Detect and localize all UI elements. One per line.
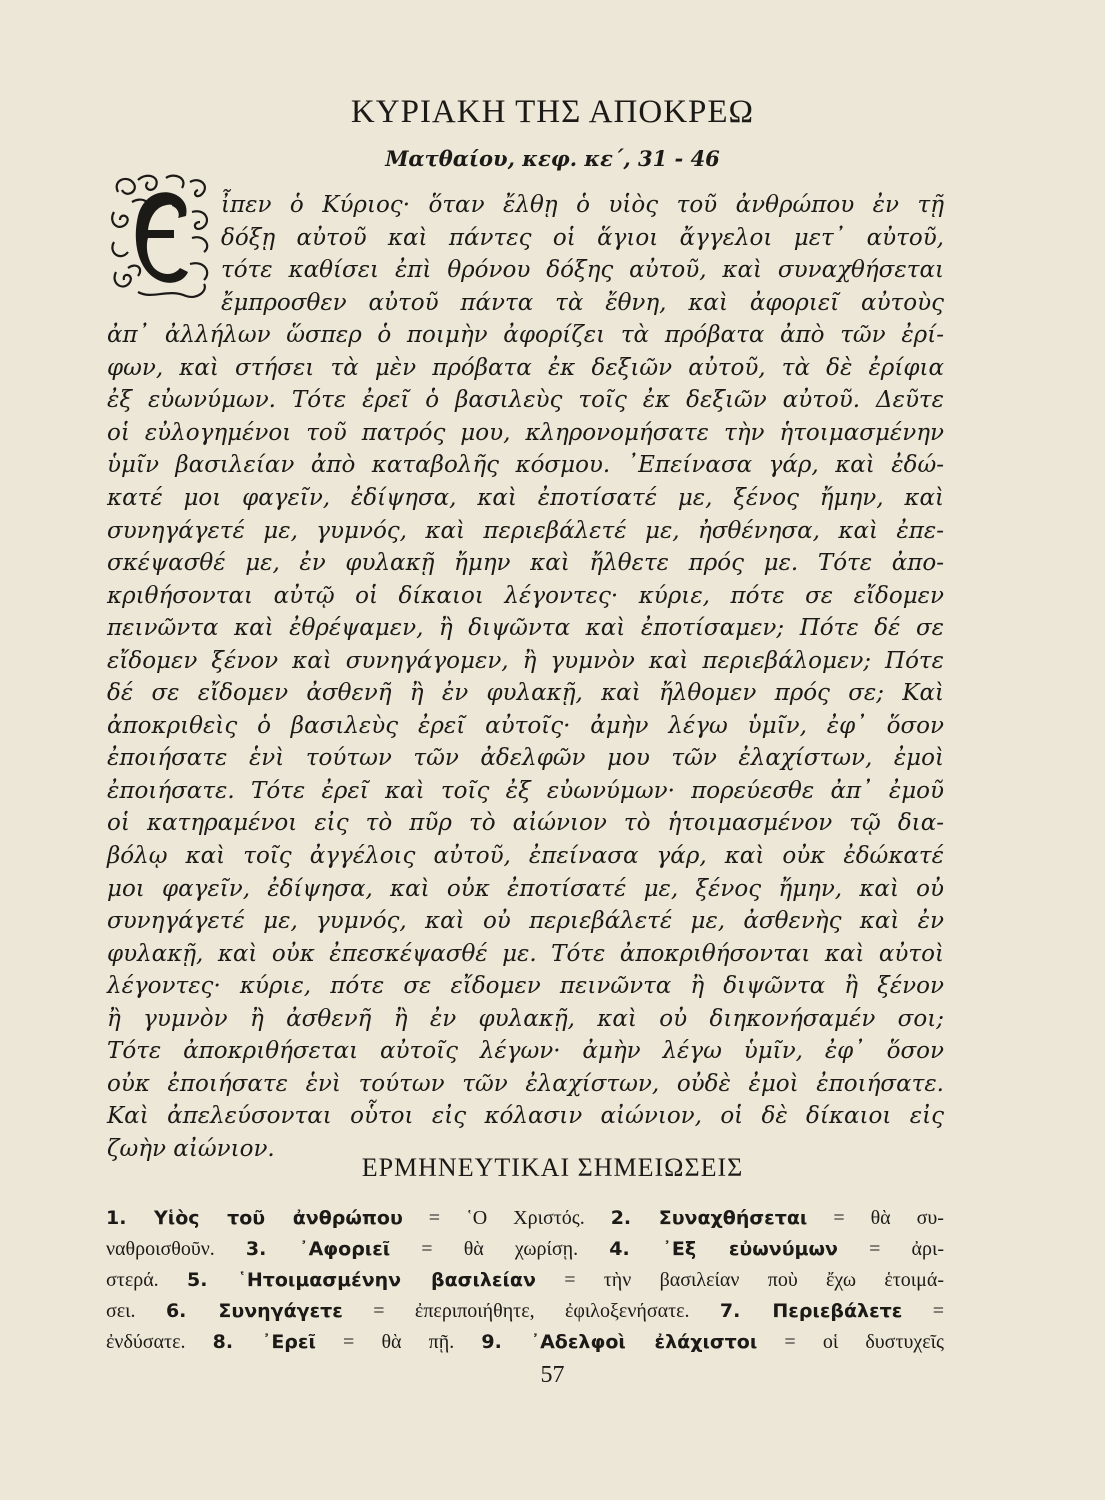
page-title: ΚΥΡΙΑΚΗ ΤΗΣ ΑΠΟΚΡΕΩ (350, 94, 755, 130)
note-definition: = θὰ πῇ. (315, 1331, 482, 1353)
text-line: δόξῃ αὐτοῦ καὶ πάντες οἱ ἅγιοι ἄγγελοι μετ᾽ αὐτοῦ, (221, 224, 944, 251)
text-line: ἔμπροσθεν αὐτοῦ πάντα τὰ ἔθνη, καὶ ἀφοριεῖ αὐτοὺς (221, 289, 944, 316)
note-term: 8. ᾽Ερεῖ (212, 1331, 316, 1353)
note-line (106, 1204, 944, 1232)
note-definition: = θὰ χωρίσῃ. (390, 1238, 610, 1260)
note-line (106, 1235, 944, 1263)
note-definition: = θὰ συ- (807, 1207, 944, 1229)
note-definition: = ἐπεριποιήθητε, ἐφιλοξενήσατε. (342, 1300, 720, 1322)
ornamental-drop-cap (108, 172, 216, 302)
text-line: ἀποκριθεὶς ὁ βασιλεὺς ἐρεῖ αὐτοῖς· ἀμὴν λέγω ὑμῖν, ἐφ᾽ ὅσον (107, 712, 944, 739)
text-line: ἐποιήσατε ἑνὶ τούτων τῶν ἀδελφῶν μου τῶν ἐλαχίστων, ἐμοὶ (107, 745, 944, 772)
text-line: δέ σε εἴδομεν ἀσθενῆ ἢ ἐν φυλακῇ, καὶ ἤλθομεν πρός σε; Καὶ (107, 680, 944, 707)
text-line: σκέψασθέ με, ἐν φυλακῇ ἤμην καὶ ἤλθετε πρός με. Τότε ἀπο- (107, 550, 944, 577)
notes-title: ΕΡΜΗΝΕΥΤΙΚΑΙ ΣΗΜΕΙΩΣΕΙΣ (361, 1153, 744, 1182)
text-line: ἐποιήσατε. Τότε ἐρεῖ καὶ τοῖς ἐξ εὐωνύμων· πορεύεσθε ἀπ᾽ ἐμοῦ (107, 777, 944, 804)
text-line: Τότε ἀποκριθήσεται αὐτοῖς λέγων· ἀμὴν λέγω ὑμῖν, ἐφ᾽ ὅσον (107, 1038, 944, 1065)
text-line: τότε καθίσει ἐπὶ θρόνου δόξης αὐτοῦ, καὶ συναχθήσεται (221, 257, 944, 284)
note-definition: σει. (106, 1300, 166, 1322)
text-line: ἢ γυμνὸν ἢ ἀσθενῆ ἢ ἐν φυλακῇ, καὶ οὐ διηκονήσαμέν σοι; (107, 1005, 944, 1032)
text-line: πεινῶντα καὶ ἐθρέψαμεν, ἢ διψῶντα καὶ ἐποτίσαμεν; Πότε δέ σε (107, 615, 944, 642)
note-definition: = (902, 1300, 945, 1322)
text-line: ἐξ εὐωνύμων. Τότε ἐρεῖ ὁ βασιλεὺς τοῖς ἐκ δεξιῶν αὐτοῦ. Δεῦτε (107, 387, 944, 414)
text-line: ζωὴν αἰώνιον. (107, 1135, 275, 1162)
text-line: Καὶ ἀπελεύσονται οὗτοι εἰς κόλασιν αἰώνιον, οἱ δὲ δίκαιοι εἰς (107, 1103, 944, 1130)
text-line: οὐκ ἐποιήσατε ἑνὶ τούτων τῶν ἐλαχίστων, οὐδὲ ἐμοὶ ἐποιήσατε. (107, 1070, 944, 1097)
text-line: μοι φαγεῖν, ἐδίψησα, καὶ οὐκ ἐποτίσατέ με, ξένος ἤμην, καὶ οὐ (107, 875, 944, 902)
note-term: 1. Υἱὸς τοῦ ἀνθρώπου (106, 1207, 403, 1229)
text-line: οἱ κατηραμένοι εἰς τὸ πῦρ τὸ αἰώνιον τὸ ἡτοιμασμένον τῷ δια- (107, 810, 944, 837)
note-definition: ἐνδύσατε. (106, 1331, 213, 1353)
text-line: κατέ μοι φαγεῖν, ἐδίψησα, καὶ ἐποτίσατέ με, ξένος ἤμην, καὶ (107, 484, 944, 511)
note-term: 2. Συναχθήσεται (610, 1207, 808, 1229)
note-term: 4. ᾽Εξ εὐωνύμων (609, 1238, 838, 1260)
note-definition: = τὴν βασιλείαν ποὺ ἔχω ἑτοιμά- (535, 1269, 944, 1291)
note-term: 9. ᾽Αδελφοὶ ἐλάχιστοι (481, 1331, 758, 1353)
text-line: συνηγάγετέ με, γυμνός, καὶ οὐ περιεβάλετέ με, ἀσθενὴς καὶ ἐν (107, 908, 944, 935)
text-line: ὑμῖν βασιλείαν ἀπὸ καταβολῆς κόσμου. ᾽Επείνασα γάρ, καὶ ἐδώ- (107, 452, 944, 479)
text-line: φυλακῇ, καὶ οὐκ ἐπεσκέψασθέ με. Τότε ἀποκριθήσονται καὶ αὐτοὶ (107, 940, 944, 967)
note-line (106, 1328, 944, 1356)
note-term: 5. ῾Ητοιμασμένην βασιλείαν (186, 1269, 536, 1291)
text-line: βόλῳ καὶ τοῖς ἀγγέλοις αὐτοῦ, ἐπείνασα γάρ, καὶ οὐκ ἐδώκατέ (107, 843, 944, 869)
gospel-reference: Ματθαίου, κεφ. κε΄, 31 - 46 (385, 146, 720, 171)
note-term: 6. Συνηγάγετε (165, 1300, 343, 1322)
page-number: 57 (540, 1362, 565, 1388)
note-line (106, 1266, 944, 1294)
text-line: φων, καὶ στήσει τὰ μὲν πρόβατα ἐκ δεξιῶν αὐτοῦ, τὰ δὲ ἐρίφια (107, 354, 944, 381)
note-definition: στερά. (106, 1269, 187, 1291)
text-line: συνηγάγετέ με, γυμνός, καὶ περιεβάλετέ με, ἠσθένησα, καὶ ἐπε- (107, 517, 944, 544)
text-line: οἱ εὐλογημένοι τοῦ πατρός μου, κληρονομήσατε τὴν ἡτοιμασμένην (107, 419, 944, 446)
text-line: λέγοντες· κύριε, πότε σε εἴδομεν πεινῶντα ἢ διψῶντα ἢ ξένον (107, 973, 944, 1000)
note-term: 3. ᾽Αφοριεῖ (245, 1238, 391, 1260)
text-line: ἀπ᾽ ἀλλήλων ὥσπερ ὁ ποιμὴν ἀφορίζει τὰ πρόβατα ἀπὸ τῶν ἐρί- (107, 322, 944, 349)
note-line (106, 1297, 944, 1325)
note-definition: = ῾Ο Χριστός. (402, 1207, 611, 1229)
note-term: 7. Περιεβάλετε (719, 1300, 903, 1322)
text-line: εἴδομεν ξένον καὶ συνηγάγομεν, ἢ γυμνὸν καὶ περιεβάλομεν; Πότε (107, 647, 944, 674)
note-definition: = οἱ δυστυχεῖς (757, 1331, 944, 1353)
note-definition: = ἀρι- (837, 1238, 944, 1260)
text-line: ἶπεν ὁ Κύριος· ὅταν ἔλθῃ ὁ υἱὸς τοῦ ἀνθρώπου ἐν τῇ (221, 192, 944, 218)
text-line: κριθήσονται αὐτῷ οἱ δίκαιοι λέγοντες· κύριε, πότε σε εἴδομεν (107, 582, 944, 609)
note-definition: ναθροισθοῦν. (106, 1238, 246, 1260)
